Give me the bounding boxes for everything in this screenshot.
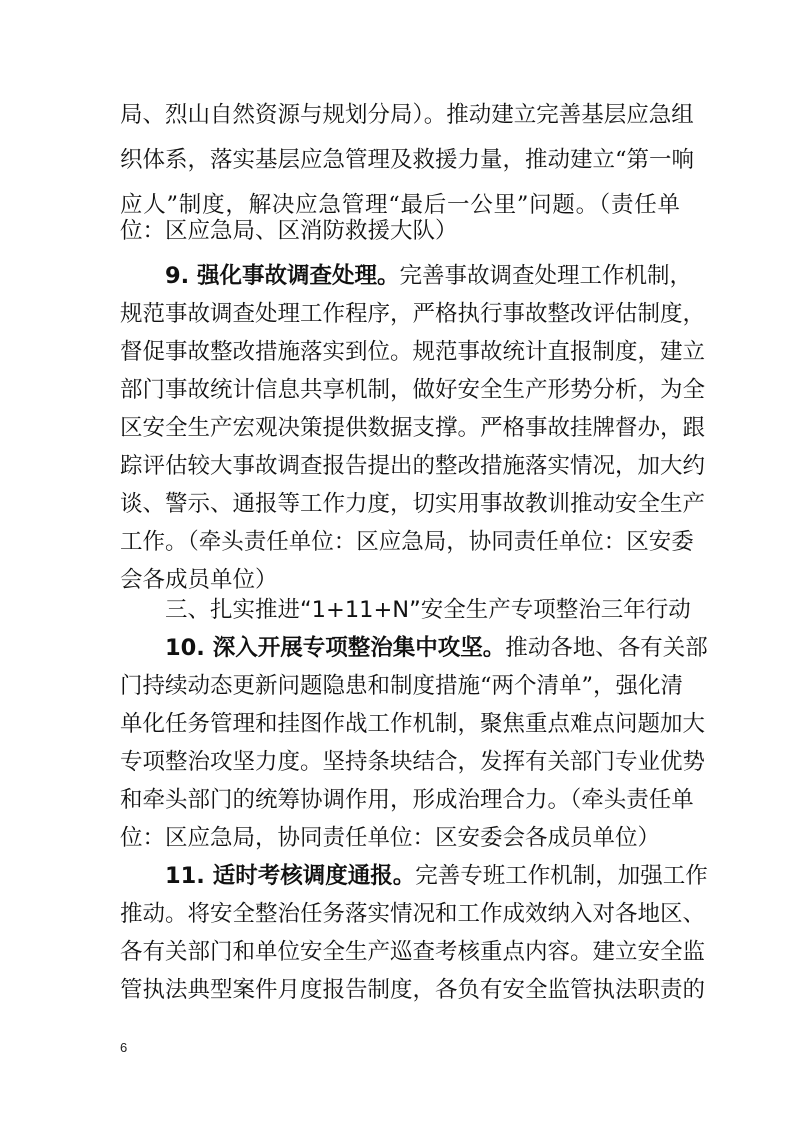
item-11-text: 完善专班工作机制，加强工作	[415, 863, 708, 889]
paragraph-line: 门持续动态更新问题隐患和制度措施“两个清单”，强化清	[120, 673, 684, 699]
paragraph-line: 踪评估较大事故调查报告提出的整改措施落实情况，加大约	[120, 453, 706, 479]
paragraph-line: 会各成员单位）	[120, 567, 278, 593]
paragraph-line: 部门事故统计信息共享机制，做好安全生产形势分析，为全	[120, 377, 706, 403]
paragraph-line: 位：区应急局，协同责任单位：区安委会各成员单位）	[120, 825, 661, 851]
item-11-title: 11. 适时考核调度通报。	[165, 863, 416, 889]
paragraph-line: 推动。将安全整治任务落实情况和工作成效纳入对各地区、	[120, 901, 706, 927]
paragraph-line: 局、烈山自然资源与规划分局）。推动建立完善基层应急组	[120, 102, 694, 128]
item-11-first-line	[165, 858, 708, 894]
paragraph-line: 区安全生产宏观决策提供数据支撑。严格事故挂牌督办，跟	[120, 415, 706, 441]
paragraph-line: 位：区应急局、区消防救援大队）	[120, 218, 458, 244]
item-10-title: 10. 深入开展专项整治集中攻坚。	[165, 635, 506, 661]
paragraph-line: 督促事故整改措施落实到位。规范事故统计直报制度，建立	[120, 339, 706, 365]
paragraph-line: 单化任务管理和挂图作战工作机制，聚焦重点难点问题加大	[120, 711, 706, 737]
paragraph-line: 管执法典型案件月度报告制度，各负有安全监管执法职责的	[120, 977, 706, 1003]
page-number: 6	[120, 1040, 128, 1055]
item-9-text: 完善事故调查处理工作机制，	[399, 263, 693, 289]
paragraph-line: 和牵头部门的统筹协调作用，形成治理合力。（牵头责任单	[120, 787, 694, 813]
paragraph-line: 应人”制度，解决应急管理“最后一公里”问题。（责任单	[120, 192, 680, 218]
paragraph-line: 工作。（牵头责任单位：区应急局，协同责任单位：区安委	[120, 529, 694, 555]
paragraph-line: 各有关部门和单位安全生产巡查考核重点内容。建立安全监	[120, 939, 706, 965]
paragraph-line: 谈、警示、通报等工作力度，切实用事故教训推动安全生产	[120, 491, 706, 517]
item-10-first-line	[165, 630, 708, 666]
item-10-text: 推动各地、各有关部	[505, 635, 708, 661]
paragraph-line: 规范事故调查处理工作程序，严格执行事故整改评估制度，	[120, 301, 706, 327]
item-9-title: 9. 强化事故调查处理。	[165, 263, 400, 289]
item-9-first-line	[165, 258, 693, 294]
section-heading: 三、扎实推进“1+11+N”安全生产专项整治三年行动	[165, 597, 691, 623]
paragraph-line: 专项整治攻坚力度。坚持条块结合，发挥有关部门专业优势	[120, 749, 706, 775]
paragraph-line: 织体系，落实基层应急管理及救援力量，推动建立“第一响	[120, 147, 695, 173]
